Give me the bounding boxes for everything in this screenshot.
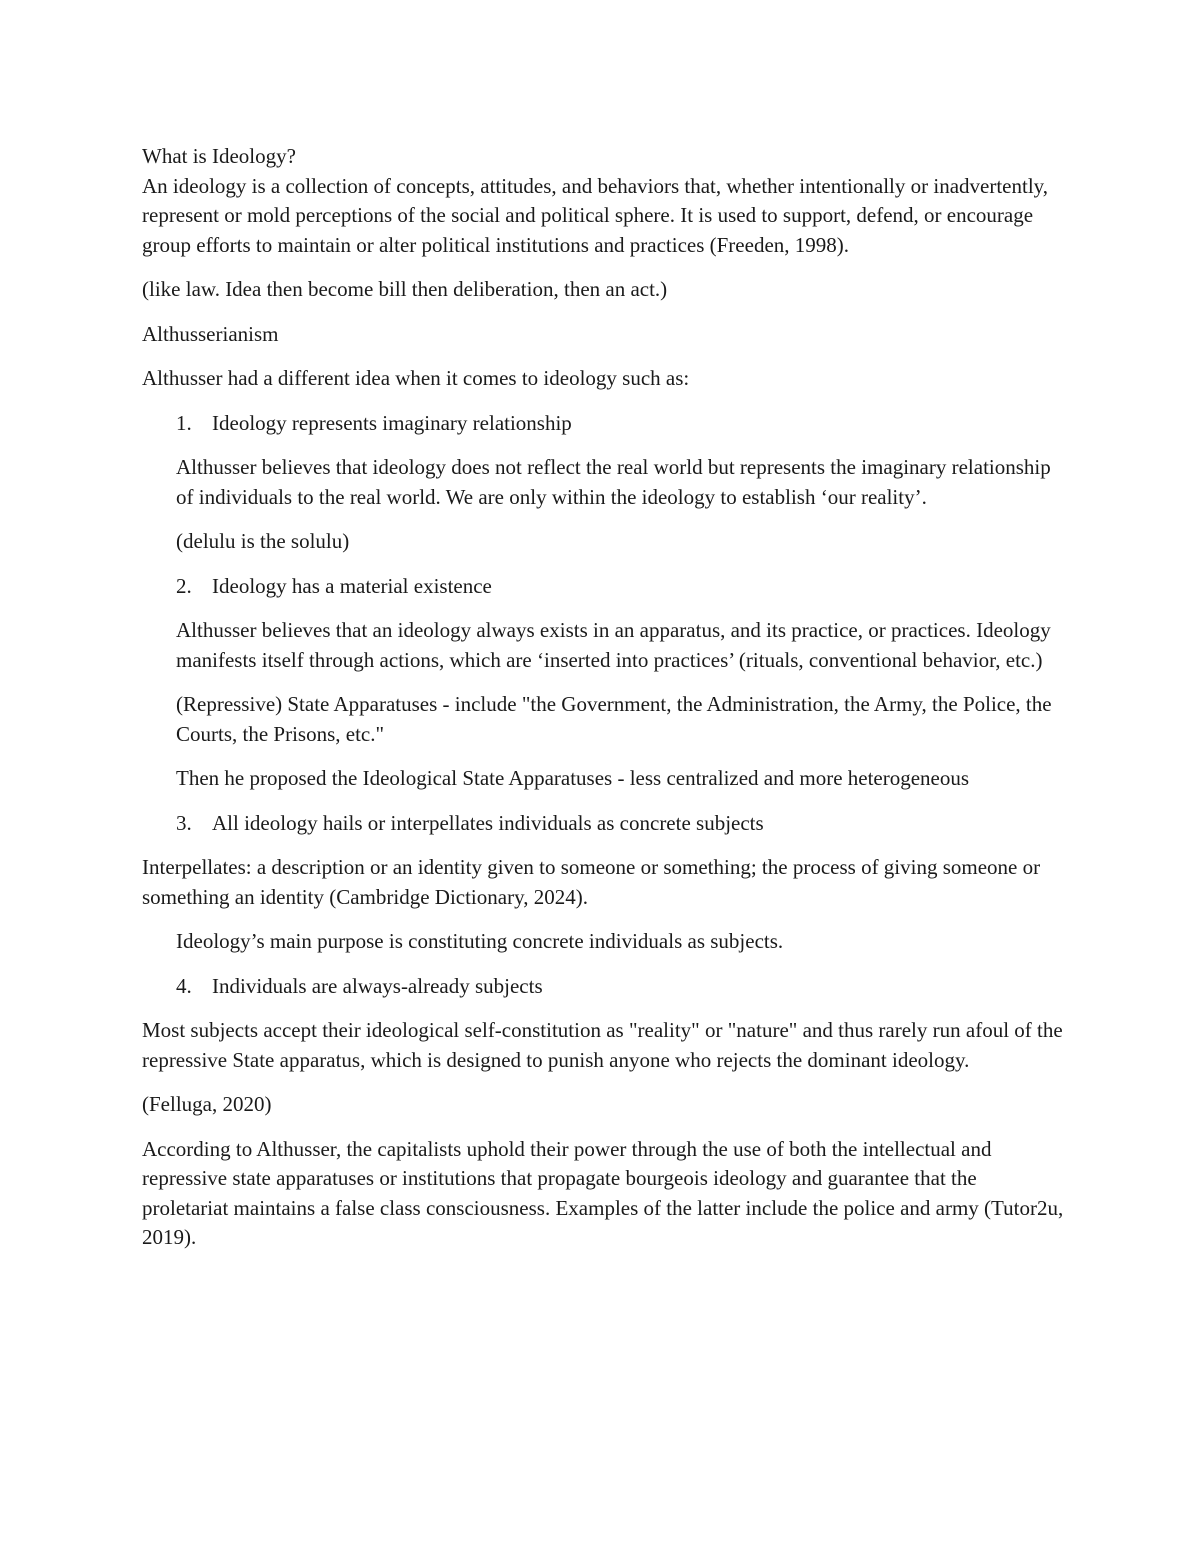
list-item-label: Ideology represents imaginary relationship (212, 410, 572, 435)
interpellates-definition: Interpellates: a description or an identity given to someone or something; the process of giving someone or something an identity (Cambridge Dictionary, 2024). (142, 855, 1041, 909)
point1-note: (delulu is the solulu) (176, 529, 350, 553)
intro-paragraph: Althusser had a different idea when it comes to ideology such as: (142, 366, 690, 390)
list-number: 2. (176, 573, 192, 598)
list-item-label: Individuals are always-already subjects (212, 973, 543, 998)
list-item-1 (176, 409, 1067, 439)
conclusion-paragraph: According to Althusser, the capitalists uphold their power through the use of both the intellectual and repressive state apparatuses or institutions that propagate bourgeois ideology and guarantee that the proletariat maintains a false class consciousness. Examples of the latter include the police and army (Tutor2u, 2019). (142, 1136, 1064, 1249)
list-number: 1. (176, 410, 192, 435)
section-heading: Althusserianism (142, 321, 279, 346)
list-item-3 (176, 809, 1067, 839)
point2-isa: Then he proposed the Ideological State Apparatuses - less centralized and more heterogeneous (176, 766, 970, 790)
document-title: What is Ideology? (142, 144, 296, 168)
felluga-citation: (Felluga, 2020) (142, 1092, 272, 1116)
law-analogy: (like law. Idea then become bill then deliberation, then an act.) (142, 277, 668, 301)
point3-purpose: Ideology’s main purpose is constituting concrete individuals as subjects. (176, 929, 784, 953)
list-item-label: All ideology hails or interpellates individuals as concrete subjects (212, 810, 764, 835)
list-number: 3. (176, 810, 192, 835)
ideology-definition: An ideology is a collection of concepts, attitudes, and behaviors that, whether intentionally or inadvertently, represent or mold perceptions of the social and political sphere. It is used to support, defend, or encourage group efforts to maintain or alter political institutions and practices (Freeden, 1998). (142, 173, 1049, 257)
point1-explanation: Althusser believes that ideology does not reflect the real world but represents the imaginary relationship of individuals to the real world. We are only within the ideology to establish ‘our reality’. (176, 455, 1051, 509)
list-item-label: Ideology has a material existence (212, 573, 492, 598)
point4-explanation: Most subjects accept their ideological self-constitution as "reality" or "nature" and thus rarely run afoul of the repressive State apparatus, which is designed to punish anyone who rejects the dominant ideology. (142, 1018, 1063, 1072)
list-number: 4. (176, 973, 192, 998)
point2-explanation: Althusser believes that an ideology always exists in an apparatus, and its practice, or practices. Ideology manifests itself through actions, which are ‘inserted into practices’ (rituals, conventional behavior, etc.) (176, 618, 1051, 672)
list-item-2 (176, 572, 1067, 602)
document-page (142, 142, 1067, 1253)
point2-rsa: (Repressive) State Apparatuses - include "the Government, the Administration, the Army, the Police, the Courts, the Prisons, etc." (176, 692, 1052, 746)
list-item-4 (176, 972, 1067, 1002)
